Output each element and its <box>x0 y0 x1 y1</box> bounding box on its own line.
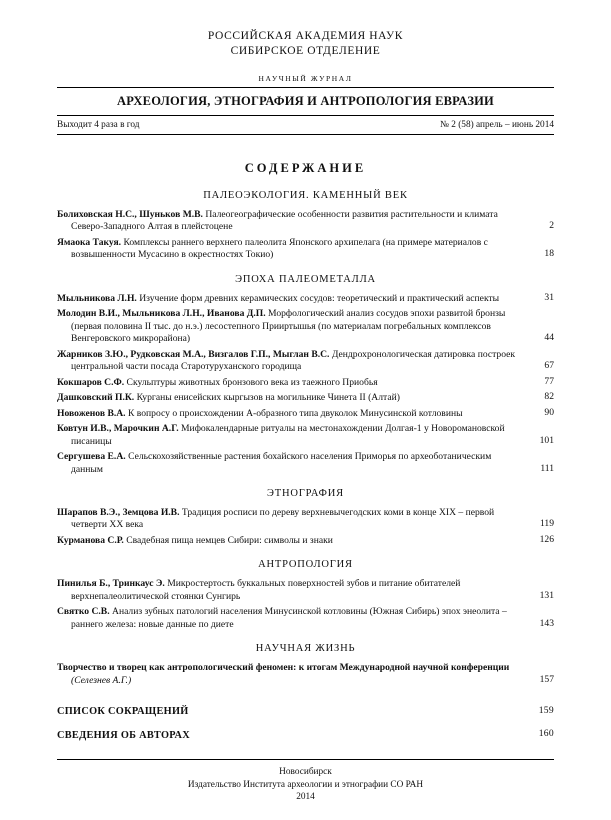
toc-entry <box>57 606 554 631</box>
entry-title: Свадебная пища немцев Сибири: символы и знаки <box>126 534 333 546</box>
entry-text <box>57 408 463 419</box>
entry-text <box>57 662 509 685</box>
entry-authors: Жарников З.Ю., Рудковская М.А., Визгалов Г.П., Мыглан В.С. <box>57 348 330 360</box>
journal-title: АРХЕОЛОГИЯ, ЭТНОГРАФИЯ И АНТРОПОЛОГИЯ ЕВРАЗИИ <box>117 94 494 108</box>
imprint <box>57 759 554 804</box>
entry-authors: Болиховская Н.С., Шуньков М.В. <box>57 209 203 220</box>
toc-entry <box>57 349 554 374</box>
entry-authors: Курманова С.Р. <box>57 534 124 546</box>
journal-header <box>57 30 554 135</box>
entry-page: 101 <box>539 434 554 446</box>
entry-page: 18 <box>544 248 554 260</box>
imprint-publisher: Издательство Института археологии и этнографии СО РАН <box>187 779 424 790</box>
entry-text <box>57 451 491 474</box>
entry-page: 126 <box>539 533 554 545</box>
entry-text <box>57 423 505 446</box>
frequency-label: Выходит 4 раза в год <box>57 120 140 130</box>
entry-page: 67 <box>544 360 554 372</box>
entry-authors: Пинилья Б., Тринкаус Э. <box>57 578 165 590</box>
branch-name: СИБИРСКОЕ ОТДЕЛЕНИЕ <box>230 45 381 57</box>
entry-text <box>57 237 488 260</box>
entry-title: Сельскохозяйственные растения бохайского населения Приморья по археоботаническим данным <box>71 451 492 475</box>
toc-entry <box>57 377 554 389</box>
entry-text <box>57 392 400 403</box>
entry-page: 131 <box>539 589 554 601</box>
entry-text <box>57 209 498 232</box>
standalone-entry <box>57 705 554 718</box>
entry-authors: Сергушева Е.А. <box>57 451 126 463</box>
entry-title: Курганы енисейских кыргызов на могильнике Чинета II (Алтай) <box>136 392 400 404</box>
section-heading: ЭПОХА ПАЛЕОМЕТАЛЛА <box>235 273 376 285</box>
toc-entry <box>57 662 554 687</box>
issue-info-row <box>57 120 554 130</box>
toc-sections <box>57 190 554 687</box>
entry-title: Традиция росписи по дереву верхневычегодских коми в конце XIX – первой четверти XX века <box>71 506 495 531</box>
entry-title: Мифокалендарные ритуалы на местонахождении Долгая-1 у Новоромановской писаницы <box>71 423 505 447</box>
entry-title: Дендрохронологическая датировка построек центральной части посада Старотуруханского городища <box>71 348 516 373</box>
entry-page: 159 <box>538 705 554 717</box>
entry-note: (Селезнев А.Г.) <box>71 674 132 686</box>
standalone-entry <box>57 729 554 742</box>
toc-entry <box>57 507 554 532</box>
entry-text <box>57 535 333 546</box>
entry-title: К вопросу о происхождении А-образного типа двуколок Минусинской котловины <box>127 407 463 419</box>
entry-title: Палеогеографические особенности развития растительности и климата Северо-Западного Алтая в плейстоцене <box>71 209 498 233</box>
entry-page: 31 <box>544 291 554 303</box>
entry-page: 157 <box>539 673 554 685</box>
toc-entry <box>57 578 554 603</box>
toc-entry <box>57 308 554 345</box>
issue-number: № 2 (58) апрель – июнь 2014 <box>440 120 554 130</box>
toc-entry <box>57 209 554 234</box>
section-heading: ПАЛЕОЭКОЛОГИЯ. КАМЕННЫЙ ВЕК <box>203 190 408 201</box>
entry-authors: Творчество и творец как антропологический феномен: к итогам Международной научной конференции <box>57 662 510 674</box>
entry-text <box>57 349 515 372</box>
entry-text <box>57 377 378 388</box>
divider <box>57 87 554 88</box>
journal-type-label: НАУЧНЫЙ ЖУРНАЛ <box>258 74 353 83</box>
divider <box>57 134 554 135</box>
entry-page: 77 <box>544 375 554 387</box>
toc-entry <box>57 423 554 448</box>
contents-title: СОДЕРЖАНИЕ <box>244 161 367 175</box>
toc-entry <box>57 237 554 262</box>
entry-page: 160 <box>538 728 554 740</box>
entry-page: 111 <box>540 462 554 474</box>
imprint-year: 2014 <box>296 792 315 803</box>
section-heading: АНТРОПОЛОГИЯ <box>258 559 353 571</box>
section-heading: ЭТНОГРАФИЯ <box>267 487 344 499</box>
entry-authors: Шарапов В.Э., Земцова И.В. <box>57 506 180 518</box>
toc-entry <box>57 293 554 305</box>
standalone-title: СВЕДЕНИЯ ОБ АВТОРАХ <box>57 729 190 741</box>
entry-text <box>57 578 460 601</box>
entry-title: Скульптуры животных бронзового века из таежного Приобья <box>126 376 378 388</box>
entry-title: Изучение форм древних керамических сосудов: теоретический и практический аспекты <box>139 292 500 304</box>
entry-title: Анализ зубных патологий населения Минусинской котловины (Южная Сибирь) эпох энеолита – раннего железа: новые данные по диете <box>71 606 507 630</box>
entry-authors: Дашковский П.К. <box>57 392 135 404</box>
toc-entry <box>57 535 554 547</box>
standalone-items <box>57 705 554 742</box>
entry-title: Микростертость буккальных поверхностей зубов и питание обитателей верхнепалеолитической стоянки Сунгирь <box>71 578 461 602</box>
entry-authors: Кокшаров С.Ф. <box>57 376 125 388</box>
toc-entry <box>57 392 554 404</box>
toc-entry <box>57 451 554 476</box>
entry-authors: Ямаока Такуя. <box>57 236 122 248</box>
entry-authors: Мыльникова Л.Н. <box>57 292 137 304</box>
entry-title: Комплексы раннего верхнего палеолита Японского архипелага (на примере материалов с возвышенности Мусасино в окрестностях Токио) <box>71 236 488 261</box>
entry-page: 119 <box>539 518 554 530</box>
entry-authors: Святко С.В. <box>57 606 110 618</box>
entry-title: Морфологический анализ сосудов эпохи развитой бронзы (первая половина II тыс. до н.э.) лесостепного Прииртышья (по материалам погребальных комплексов Венгеровского микрорайона) <box>71 308 506 345</box>
academy-name: РОССИЙСКАЯ АКАДЕМИЯ НАУК <box>207 30 404 42</box>
entry-page: 90 <box>544 406 554 418</box>
entry-text <box>57 308 505 344</box>
entry-authors: Ковтун И.В., Марочкин А.Г. <box>57 423 179 435</box>
entry-authors: Новоженов В.А. <box>57 407 126 419</box>
imprint-city: Новосибирск <box>279 767 332 778</box>
divider <box>57 115 554 116</box>
entry-page: 44 <box>544 332 554 344</box>
entry-page: 82 <box>544 391 554 403</box>
standalone-title: СПИСОК СОКРАЩЕНИЙ <box>57 706 189 718</box>
toc-entry <box>57 408 554 420</box>
entry-page: 2 <box>549 220 554 232</box>
entry-text <box>57 507 494 530</box>
section-heading: НАУЧНАЯ ЖИЗНЬ <box>255 643 356 655</box>
entry-text <box>57 606 507 629</box>
entry-page: 143 <box>539 617 554 629</box>
entry-text <box>57 293 499 304</box>
entry-authors: Молодин В.И., Мыльникова Л.Н., Иванова Д.П. <box>57 308 266 320</box>
